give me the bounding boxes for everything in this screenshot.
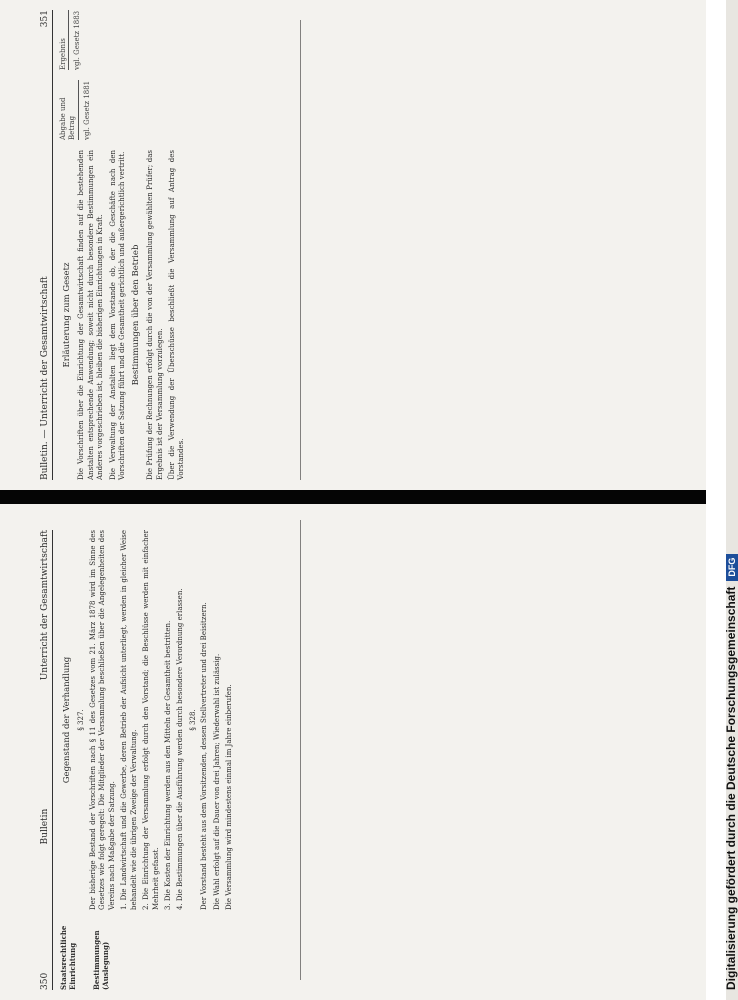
- left-section-title: Gegenstand der Verhandlung: [62, 656, 72, 784]
- left-paragraph: 3. Die Kosten der Einrichtung werden aus den Mitteln der Gesamtheit bestritten.: [163, 620, 172, 910]
- right-column-header: Ergebnis: [59, 10, 69, 70]
- left-paragraph-2: Die Versammlung wird mindestens einmal im Jahre einberufen.: [225, 684, 234, 910]
- right-margin-note-2: vgl. Gesetz 1883: [73, 10, 82, 70]
- left-paragraph-mark: § 327.: [77, 709, 86, 731]
- left-paragraph-2: Die Wahl erfolgt auf die Dauer von drei Jahren; Wiederwahl ist zulässig.: [212, 653, 221, 910]
- right-page: [40, 10, 710, 480]
- right-paragraph: Die Vorschriften über die Einrichtung der Gesamtwirtschaft finden auf die bestehenden Anstalten entsprechende Anwendung; soweit nicht durch besondere Bestimmungen ein Anderes vorgeschrieben ist, bleiben die bisherigen Einrichtungen in Kraft.: [77, 150, 105, 480]
- left-column-title: Staatsrechtliche Einrichtung: [59, 925, 78, 990]
- left-page-header-label: Bulletin: [40, 808, 50, 845]
- left-paragraph: Der bisherige Bestand der Vorschriften nach § 11 des Gesetzes vom 21. März 1878 wird im Sinne des Gesetzes wie folgt geregelt: Die Mitglieder der Versammlung beschließen über die Angelegenheiten des Vereins nach Maßgabe der Satzung.: [88, 530, 116, 910]
- right-paragraph: Die Verwaltung der Anstalten liegt dem Vorstande ob, der die Geschäfte nach den Vorschriften der Satzung führt und die Gesamtheit gerichtlich und außergerichtlich vertritt.: [108, 150, 127, 480]
- left-paragraph-2: Der Vorstand besteht aus dem Vorsitzenden, dessen Stellvertreter und drei Beisitzern.: [200, 602, 209, 910]
- left-paragraph: 4. Die Bestimmungen über die Ausführung werden durch besondere Verordnung erlassen.: [176, 588, 185, 910]
- digitization-band: [706, 0, 726, 1000]
- left-page-header: [40, 530, 53, 990]
- right-section-title-2: Bestimmungen über den Betrieb: [130, 244, 141, 386]
- left-page: [40, 530, 500, 990]
- left-column-entry: Bestimmungen (Auslegung): [91, 930, 111, 990]
- right-paragraph-2: Die Prüfung der Rechnungen erfolgt durch die von der Versammlung gewählten Prüfer; das Ergebnis ist der Versammlung vorzulegen.: [146, 150, 164, 480]
- left-paragraph: 1. Die Landwirtschaft und die Gewerbe, deren Betrieb der Aufsicht unterliegt, werden in gleicher Weise behandelt wie die übrigen Zweige der Verwaltung.: [120, 530, 138, 910]
- left-page-number: 350: [40, 972, 50, 990]
- right-section-title: Erläuterung zum Gesetz: [62, 262, 72, 368]
- rule-line: [300, 20, 301, 480]
- right-column-header: Abgabe und Betrag: [59, 80, 79, 140]
- dfg-logo: DFG: [726, 554, 738, 581]
- digitization-notice: [724, 554, 738, 990]
- binding-band: [0, 490, 726, 504]
- digitization-notice-text: Digitalisierung gefördert durch die Deutsche Forschungsgemeinschaft: [724, 586, 738, 990]
- right-margin-note: vgl. Gesetz 1881: [82, 80, 91, 140]
- right-page-header-title: Bulletin. — Unterricht der Gesamtwirtschaft: [40, 276, 50, 480]
- left-page-header-title: Unterricht der Gesamtwirtschaft: [40, 530, 50, 681]
- right-page-number: 351: [40, 10, 50, 28]
- rule-line: [300, 520, 301, 980]
- left-paragraph: 2. Die Einrichtung der Versammlung erfolgt durch den Vorstand; die Beschlüsse werden mit einfacher Mehrheit gefasst.: [142, 530, 160, 910]
- right-page-header: [40, 10, 53, 480]
- right-paragraph-2: Über die Verwendung der Überschüsse beschließt die Versammlung auf Antrag des Vorstandes.: [168, 150, 186, 480]
- left-paragraph-mark-2: § 328.: [188, 709, 197, 731]
